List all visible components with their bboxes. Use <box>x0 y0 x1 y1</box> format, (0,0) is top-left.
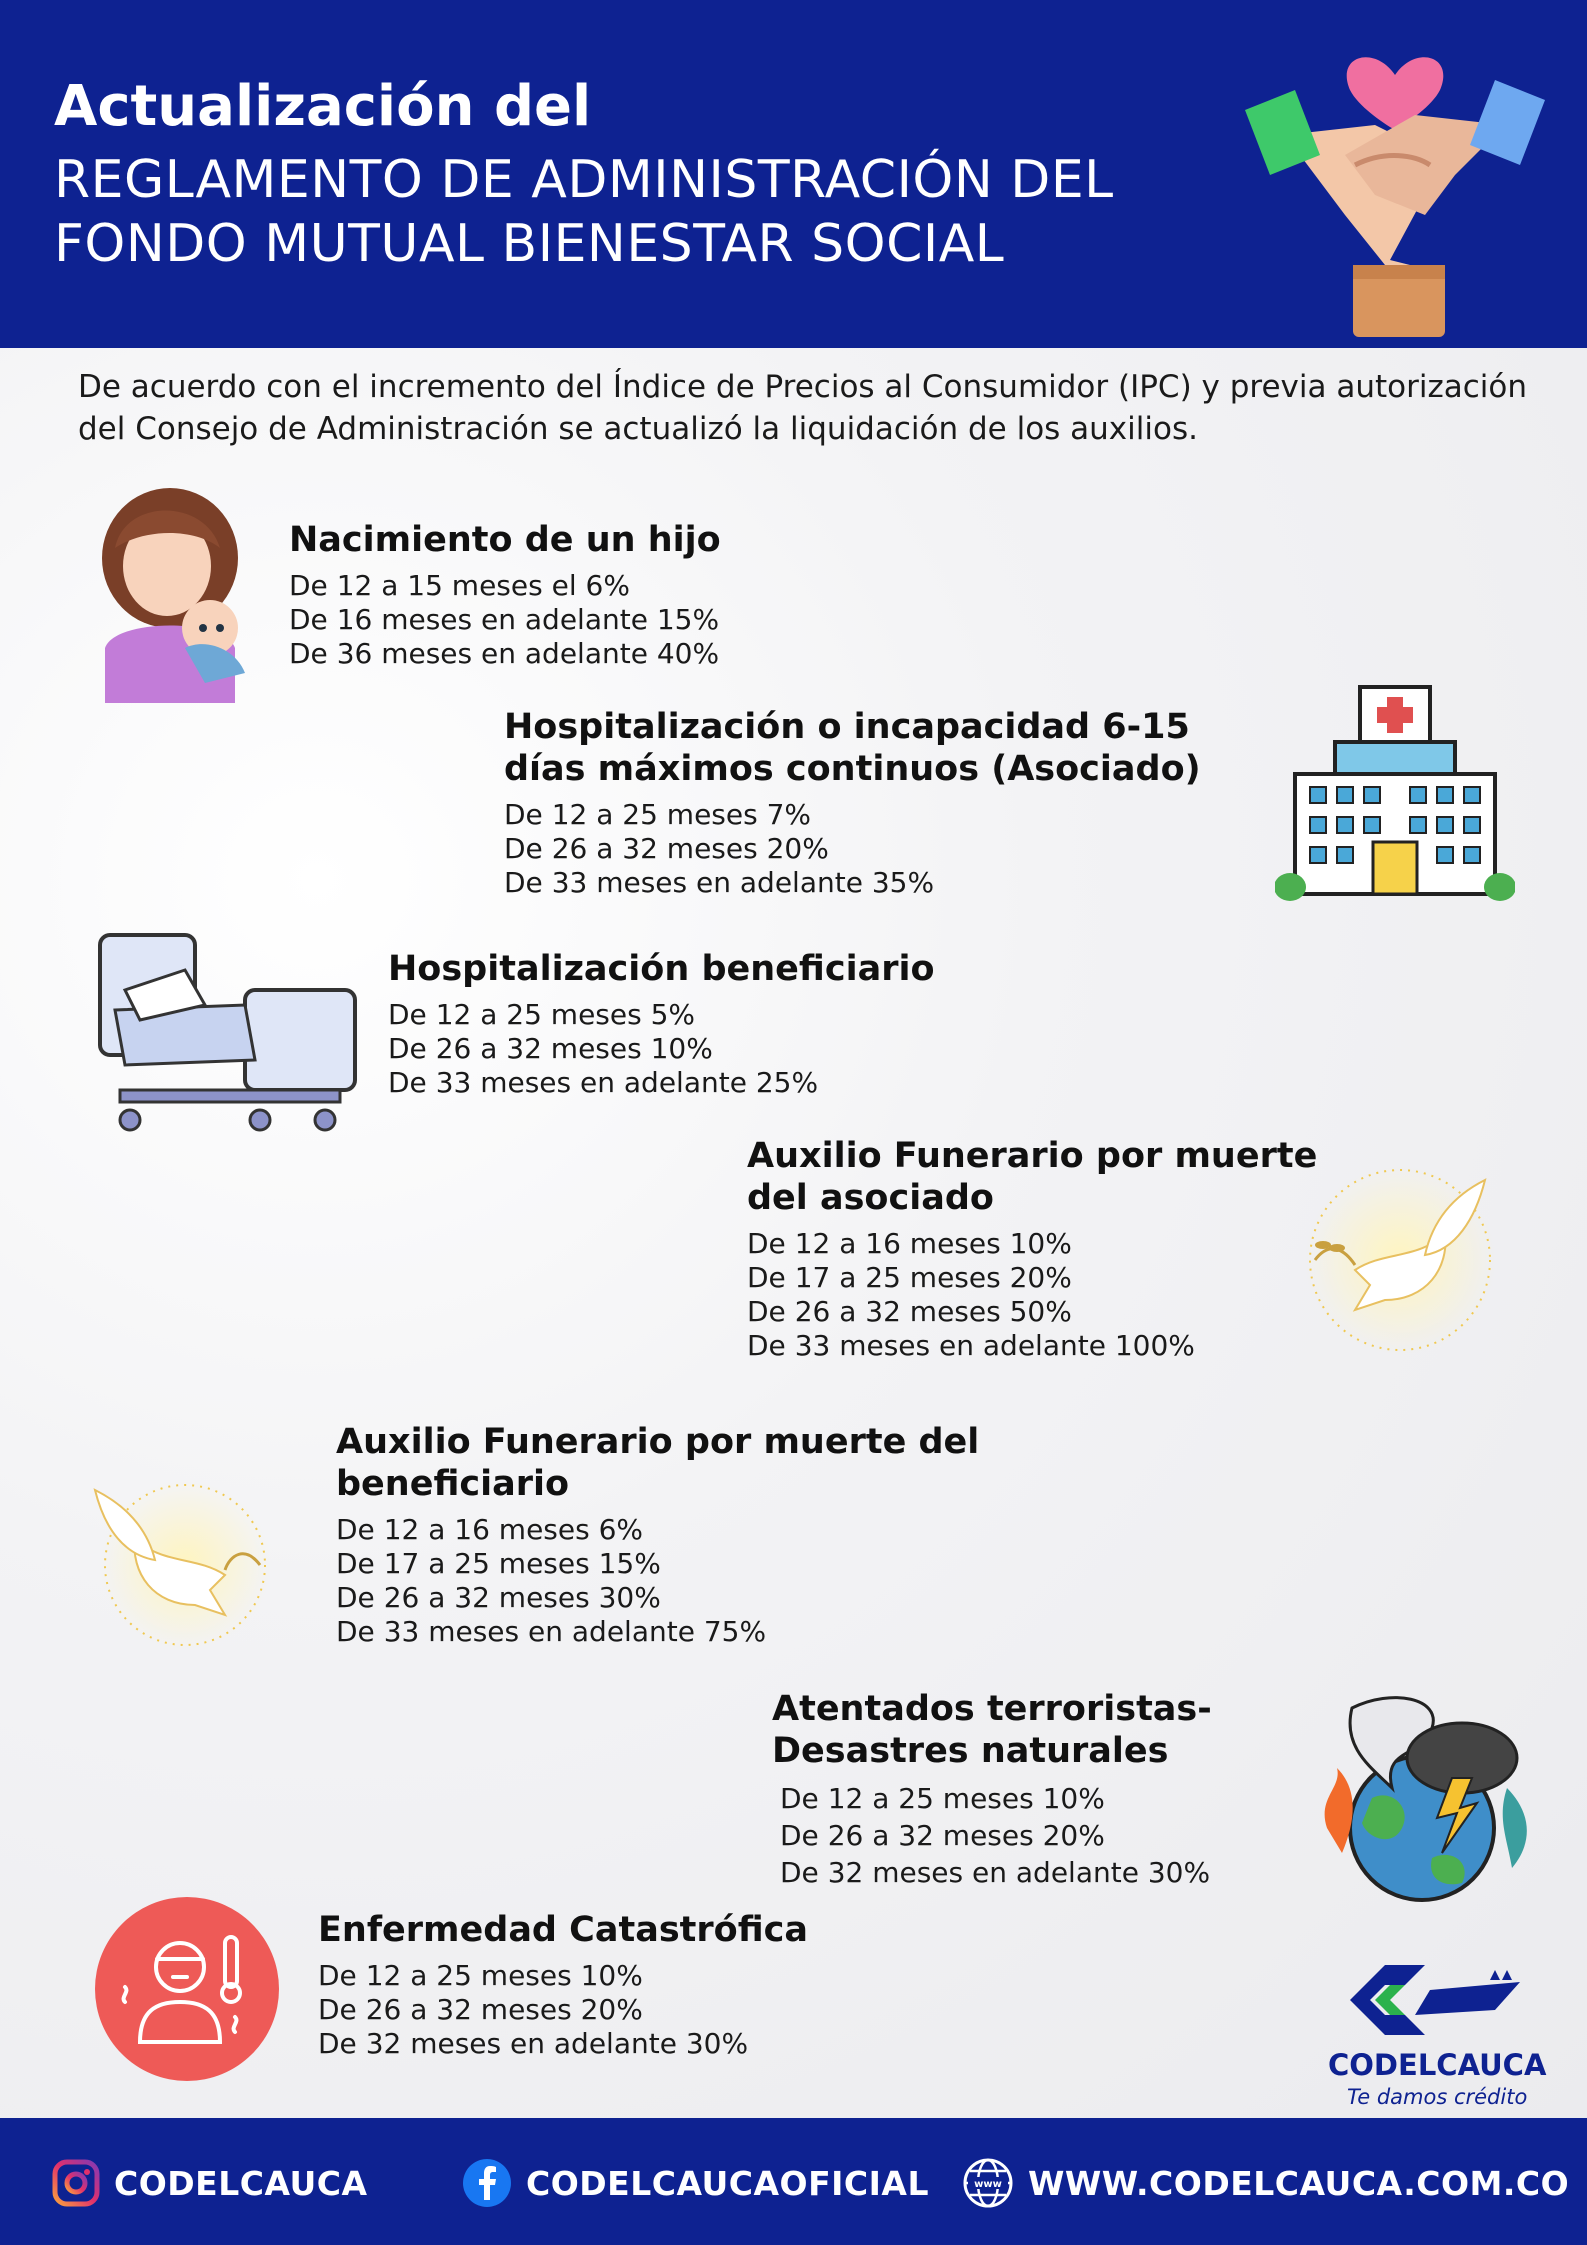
logo-name: CODELCAUCA <box>1328 2048 1547 2082</box>
section-line: De 26 a 32 meses 20% <box>318 1993 643 2026</box>
section-hospitalizacion-asociado <box>504 706 1201 900</box>
title-lines-2-3 <box>54 148 1254 276</box>
section-line: De 33 meses en adelante 35% <box>504 866 935 899</box>
section-hospitalizacion-beneficiario <box>388 948 935 1100</box>
section-line: De 12 a 16 meses 10% <box>747 1227 1072 1260</box>
section-line: De 12 a 25 meses 7% <box>504 798 812 831</box>
footer-website[interactable] <box>962 2158 1569 2208</box>
hospital-bed-icon <box>95 930 365 1135</box>
section-line: De 12 a 16 meses 6% <box>336 1513 644 1546</box>
section-line: De 26 a 32 meses 10% <box>388 1032 713 1065</box>
section-title: Auxilio Funerario por muerte del asociado <box>747 1136 1318 1218</box>
header-banner <box>0 0 1587 348</box>
helping-hands-heart-icon <box>1225 15 1565 345</box>
footer-facebook[interactable] <box>462 2158 929 2208</box>
facebook-icon <box>462 2158 512 2208</box>
section-line: De 12 a 25 meses 10% <box>780 1782 1105 1815</box>
section-line: De 17 a 25 meses 15% <box>336 1547 661 1580</box>
section-line: De 33 meses en adelante 75% <box>336 1615 767 1648</box>
hospital-building-icon <box>1275 682 1515 902</box>
section-line: De 26 a 32 meses 20% <box>504 832 829 865</box>
globe-www-icon <box>962 2157 1014 2209</box>
section-line: De 12 a 15 meses el 6% <box>289 569 630 602</box>
section-line: De 32 meses en adelante 30% <box>318 2027 749 2060</box>
section-line: De 12 a 25 meses 10% <box>318 1959 643 1992</box>
section-funerario-asociado <box>747 1135 1317 1363</box>
section-line: De 33 meses en adelante 25% <box>388 1066 819 1099</box>
section-line: De 17 a 25 meses 20% <box>747 1261 1072 1294</box>
title-line-1: Actualización del <box>54 74 592 139</box>
footer <box>0 2118 1587 2245</box>
section-line: De 26 a 32 meses 20% <box>780 1819 1105 1852</box>
section-title: Nacimiento de un hijo <box>289 520 721 560</box>
instagram-icon <box>52 2159 100 2207</box>
section-title: Hospitalización o incapacidad 6-15 días máximos continuos (Asociado) <box>504 707 1201 789</box>
section-line: De 26 a 32 meses 50% <box>747 1295 1072 1328</box>
section-line: De 12 a 25 meses 5% <box>388 998 696 1031</box>
section-title: Enfermedad Catastrófica <box>318 1910 808 1950</box>
section-line: De 16 meses en adelante 15% <box>289 603 720 636</box>
section-atentados-desastres <box>772 1688 1212 1891</box>
section-enfermedad-catastrofica <box>318 1909 808 2061</box>
title-line-2: REGLAMENTO DE ADMINISTRACIÓN DEL <box>54 150 1114 210</box>
sick-person-thermometer-icon <box>95 1897 280 2082</box>
footer-instagram[interactable] <box>52 2158 368 2208</box>
section-title: Atentados terroristas- Desastres naturales <box>772 1689 1212 1771</box>
section-title: Auxilio Funerario por muerte del beneficiario <box>336 1422 980 1504</box>
dove-icon <box>1275 1160 1515 1360</box>
section-nacimiento <box>289 519 721 671</box>
instagram-handle: CODELCAUCA <box>114 2163 368 2203</box>
section-title: Hospitalización beneficiario <box>388 949 935 989</box>
section-line: De 36 meses en adelante 40% <box>289 637 720 670</box>
mother-baby-icon <box>75 488 260 703</box>
title-line-3: FONDO MUTUAL BIENESTAR SOCIAL <box>54 214 1005 274</box>
section-line: De 32 meses en adelante 30% <box>780 1856 1211 1889</box>
website-url: WWW.CODELCAUCA.COM.CO <box>1028 2163 1570 2203</box>
natural-disaster-earth-icon <box>1312 1688 1537 1903</box>
intro-text: De acuerdo con el incremento del Índice de Precios al Consumidor (IPC) y previa autorización del Consejo de Administración se actualizó la liquidación de los auxilios. <box>78 369 1528 447</box>
logo-tagline: Te damos crédito <box>1347 2085 1528 2109</box>
section-line: De 26 a 32 meses 30% <box>336 1581 661 1614</box>
facebook-handle: CODELCAUCAOFICIAL <box>526 2163 929 2203</box>
codelcauca-logo-icon <box>1345 1960 1530 2040</box>
dove-icon <box>85 1480 300 1650</box>
section-line: De 33 meses en adelante 100% <box>747 1329 1195 1362</box>
svg-text:www: www <box>974 2179 1002 2190</box>
section-funerario-beneficiario <box>336 1421 979 1649</box>
